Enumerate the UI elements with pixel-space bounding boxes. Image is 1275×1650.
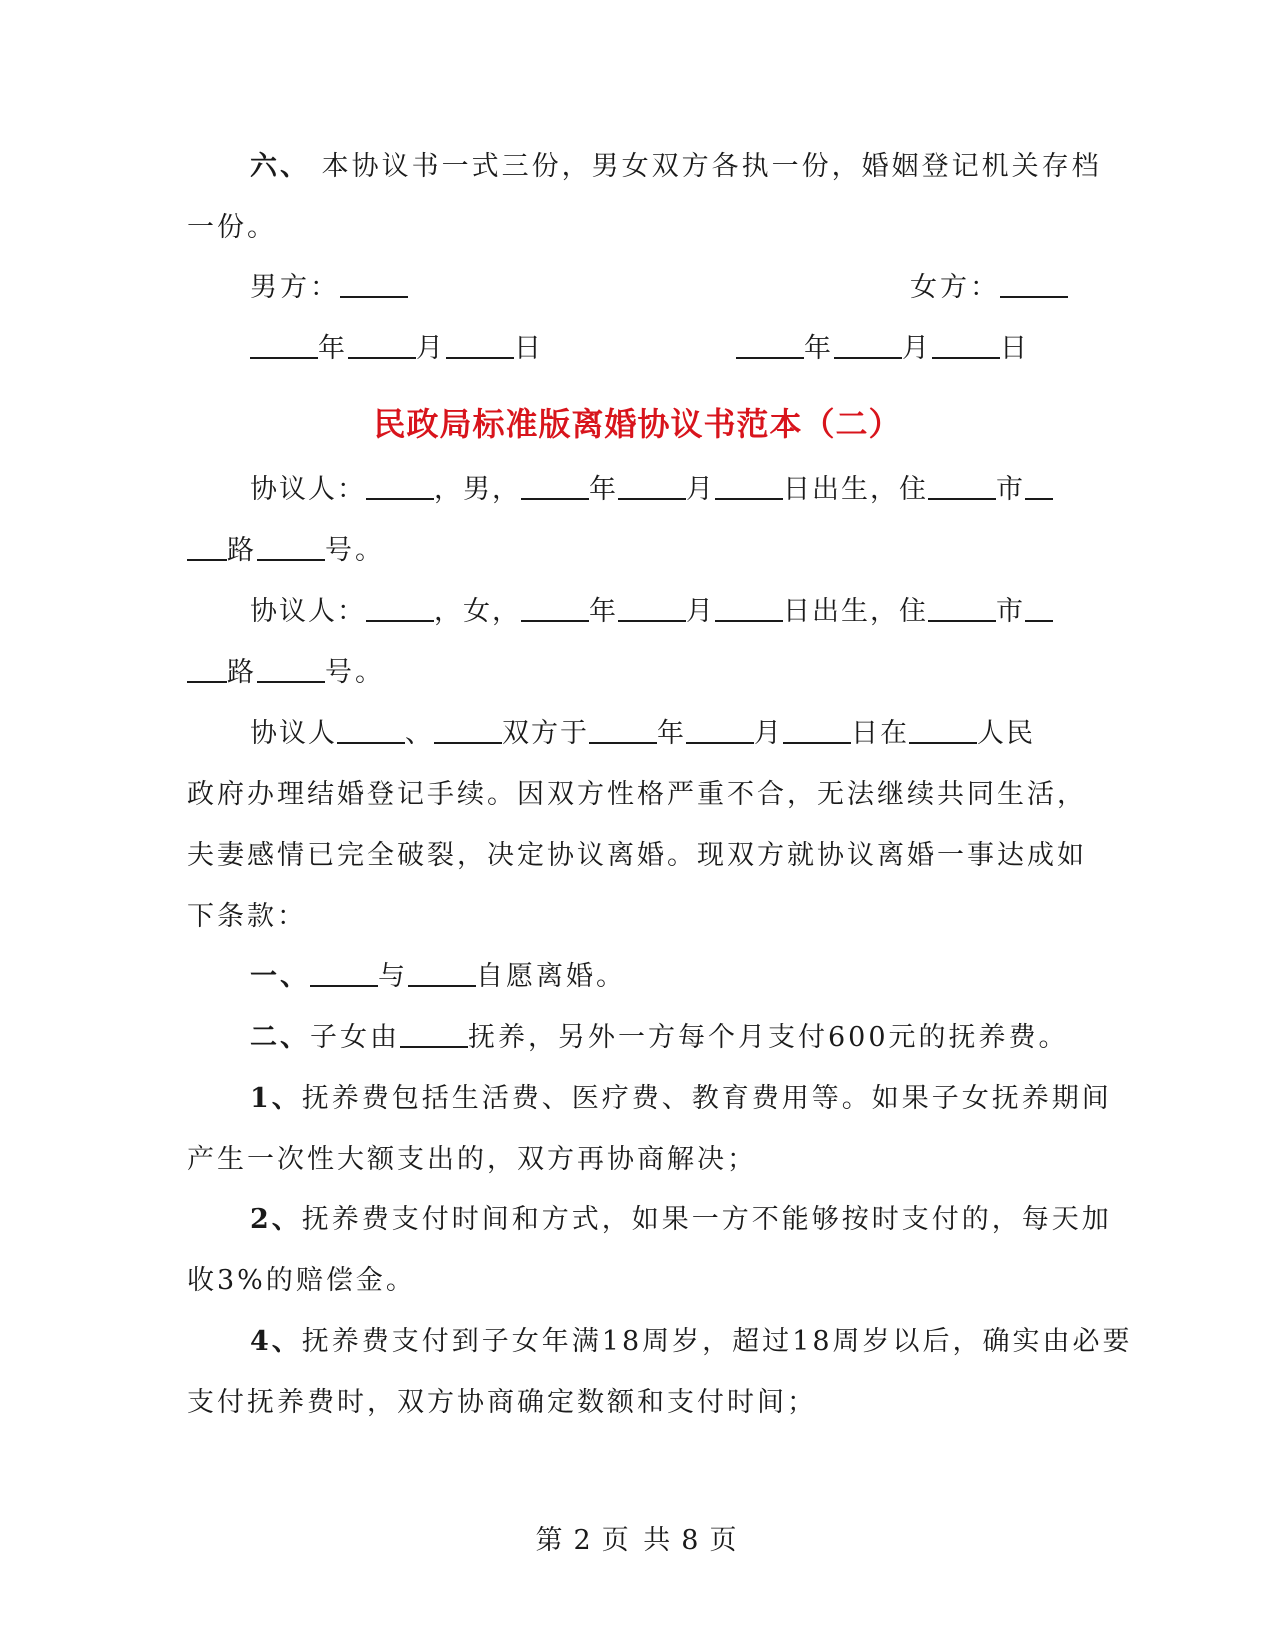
party2-month-blank[interactable] — [618, 594, 686, 622]
party2-number-blank[interactable] — [257, 655, 325, 683]
clause2-text: 抚养，另外一方每个月支付600元的抚养费。 — [468, 1022, 1069, 1053]
item1-label: 1、 — [250, 1083, 302, 1114]
clause2-label: 二、 — [250, 1022, 310, 1053]
party1-road-blank-end[interactable] — [187, 533, 227, 561]
party1-year-blank[interactable] — [521, 472, 589, 500]
clause2-prefix: 子女由 — [310, 1022, 400, 1053]
page-number: 2 — [573, 1525, 594, 1556]
female-year-blank[interactable] — [736, 331, 804, 359]
party2-born-label: 日出生，住 — [783, 596, 928, 627]
intro-gov-label: 人民 — [977, 718, 1035, 749]
month-label: 月 — [902, 333, 932, 364]
clause1-label: 一、 — [250, 961, 310, 992]
female-label: 女方： — [910, 272, 1000, 303]
clause1-party1-blank[interactable] — [310, 959, 378, 987]
intro-both-label: 双方于 — [502, 718, 589, 749]
intro-line4: 下条款： — [187, 901, 307, 932]
male-year-blank[interactable] — [250, 331, 318, 359]
party1-year-label: 年 — [589, 474, 618, 505]
item1-text: 抚养费包括生活费、医疗费、教育费用等。如果子女抚养期间 — [301, 1083, 1112, 1114]
item4-line2: 支付抚养费时，双方协商确定数额和支付时间； — [187, 1387, 817, 1418]
party2-year-label: 年 — [589, 596, 618, 627]
male-signature-blank[interactable] — [340, 270, 408, 298]
intro-month-label: 月 — [754, 718, 783, 749]
page-footer — [0, 1521, 1275, 1561]
footer-suffix: 页 — [709, 1525, 740, 1556]
party2-city-label: 市 — [996, 596, 1025, 627]
party2-road-blank-end[interactable] — [187, 655, 227, 683]
item1-line2: 产生一次性大额支出的，双方再协商解决； — [187, 1144, 757, 1175]
female-day-blank[interactable] — [932, 331, 1000, 359]
intro-year-label: 年 — [657, 718, 686, 749]
intro-line3: 夫妻感情已完全破裂，决定协议离婚。现双方就协议离婚一事达成如 — [187, 840, 1087, 871]
intro-line1 — [250, 714, 1072, 754]
party1-road-label: 路 — [227, 535, 257, 566]
date-row — [250, 329, 1072, 369]
party1-city-blank[interactable] — [928, 472, 996, 500]
intro-separator: 、 — [405, 718, 434, 749]
clause2-guardian-blank[interactable] — [400, 1020, 468, 1048]
intro-day-blank[interactable] — [783, 716, 851, 744]
party2-line2 — [187, 653, 1072, 693]
footer-mid: 页 共 — [601, 1525, 674, 1556]
party1-number-label: 号。 — [325, 535, 385, 566]
party1-day-blank[interactable] — [715, 472, 783, 500]
intro-party1-blank[interactable] — [337, 716, 405, 744]
item1-line1 — [250, 1079, 1112, 1119]
male-day-blank[interactable] — [446, 331, 514, 359]
party1-prefix: 协议人： — [250, 474, 366, 505]
female-signature-blank[interactable] — [1000, 270, 1068, 298]
party1-line2 — [187, 531, 1072, 571]
intro-party2-blank[interactable] — [434, 716, 502, 744]
male-month-blank[interactable] — [348, 331, 416, 359]
party2-city-blank[interactable] — [928, 594, 996, 622]
party1-line1 — [250, 470, 1072, 510]
clause2 — [250, 1018, 1072, 1058]
signature-row — [250, 268, 1072, 308]
intro-month-blank[interactable] — [686, 716, 754, 744]
item2-line2: 收3%的赔偿金。 — [187, 1265, 416, 1296]
intro-gov-blank[interactable] — [909, 716, 977, 744]
item2-label: 2、 — [250, 1204, 302, 1235]
party1-sex: ，男， — [434, 474, 521, 505]
party2-sex: ，女， — [434, 596, 521, 627]
footer-prefix: 第 — [535, 1525, 566, 1556]
party2-number-label: 号。 — [325, 657, 385, 688]
day-label: 日 — [1000, 333, 1030, 364]
party2-road-label: 路 — [227, 657, 257, 688]
party1-name-blank[interactable] — [366, 472, 434, 500]
year-label: 年 — [804, 333, 834, 364]
document-title: 民政局标准版离婚协议书范本（二） — [373, 405, 902, 443]
party1-city-label: 市 — [996, 474, 1025, 505]
clause1 — [250, 957, 1072, 997]
section6-label: 六、 — [250, 151, 310, 182]
party2-name-blank[interactable] — [366, 594, 434, 622]
intro-line2: 政府办理结婚登记手续。因双方性格严重不合，无法继续共同生活， — [187, 779, 1087, 810]
party1-month-label: 月 — [686, 474, 715, 505]
party2-month-label: 月 — [686, 596, 715, 627]
item4-text: 抚养费支付到子女年满18周岁，超过18周岁以后，确实由必要 — [301, 1326, 1133, 1357]
page-total: 8 — [681, 1525, 702, 1556]
item4-label: 4、 — [250, 1326, 302, 1357]
section6-text: 本协议书一式三份，男女双方各执一份，婚姻登记机关存档 — [321, 151, 1102, 182]
section6-line2: 一份。 — [187, 212, 277, 243]
party2-line1 — [250, 592, 1072, 632]
section6-line1 — [250, 147, 1102, 187]
item4-line1 — [250, 1322, 1133, 1362]
day-label: 日 — [514, 333, 544, 364]
intro-party-label: 协议人 — [250, 718, 337, 749]
month-label: 月 — [416, 333, 446, 364]
item2-line1 — [250, 1200, 1112, 1240]
party1-number-blank[interactable] — [257, 533, 325, 561]
clause1-with: 与 — [378, 961, 408, 992]
party1-born-label: 日出生，住 — [783, 474, 928, 505]
party1-month-blank[interactable] — [618, 472, 686, 500]
intro-year-blank[interactable] — [589, 716, 657, 744]
party2-day-blank[interactable] — [715, 594, 783, 622]
male-label: 男方： — [250, 272, 340, 303]
clause1-text: 自愿离婚。 — [476, 961, 626, 992]
female-month-blank[interactable] — [834, 331, 902, 359]
party1-road-blank-start[interactable] — [1025, 472, 1053, 500]
party2-prefix: 协议人： — [250, 596, 366, 627]
clause1-party2-blank[interactable] — [408, 959, 476, 987]
party2-road-blank-start[interactable] — [1025, 594, 1053, 622]
party2-year-blank[interactable] — [521, 594, 589, 622]
intro-day-label: 日在 — [851, 718, 909, 749]
year-label: 年 — [318, 333, 348, 364]
item2-text: 抚养费支付时间和方式，如果一方不能够按时支付的，每天加 — [301, 1204, 1112, 1235]
